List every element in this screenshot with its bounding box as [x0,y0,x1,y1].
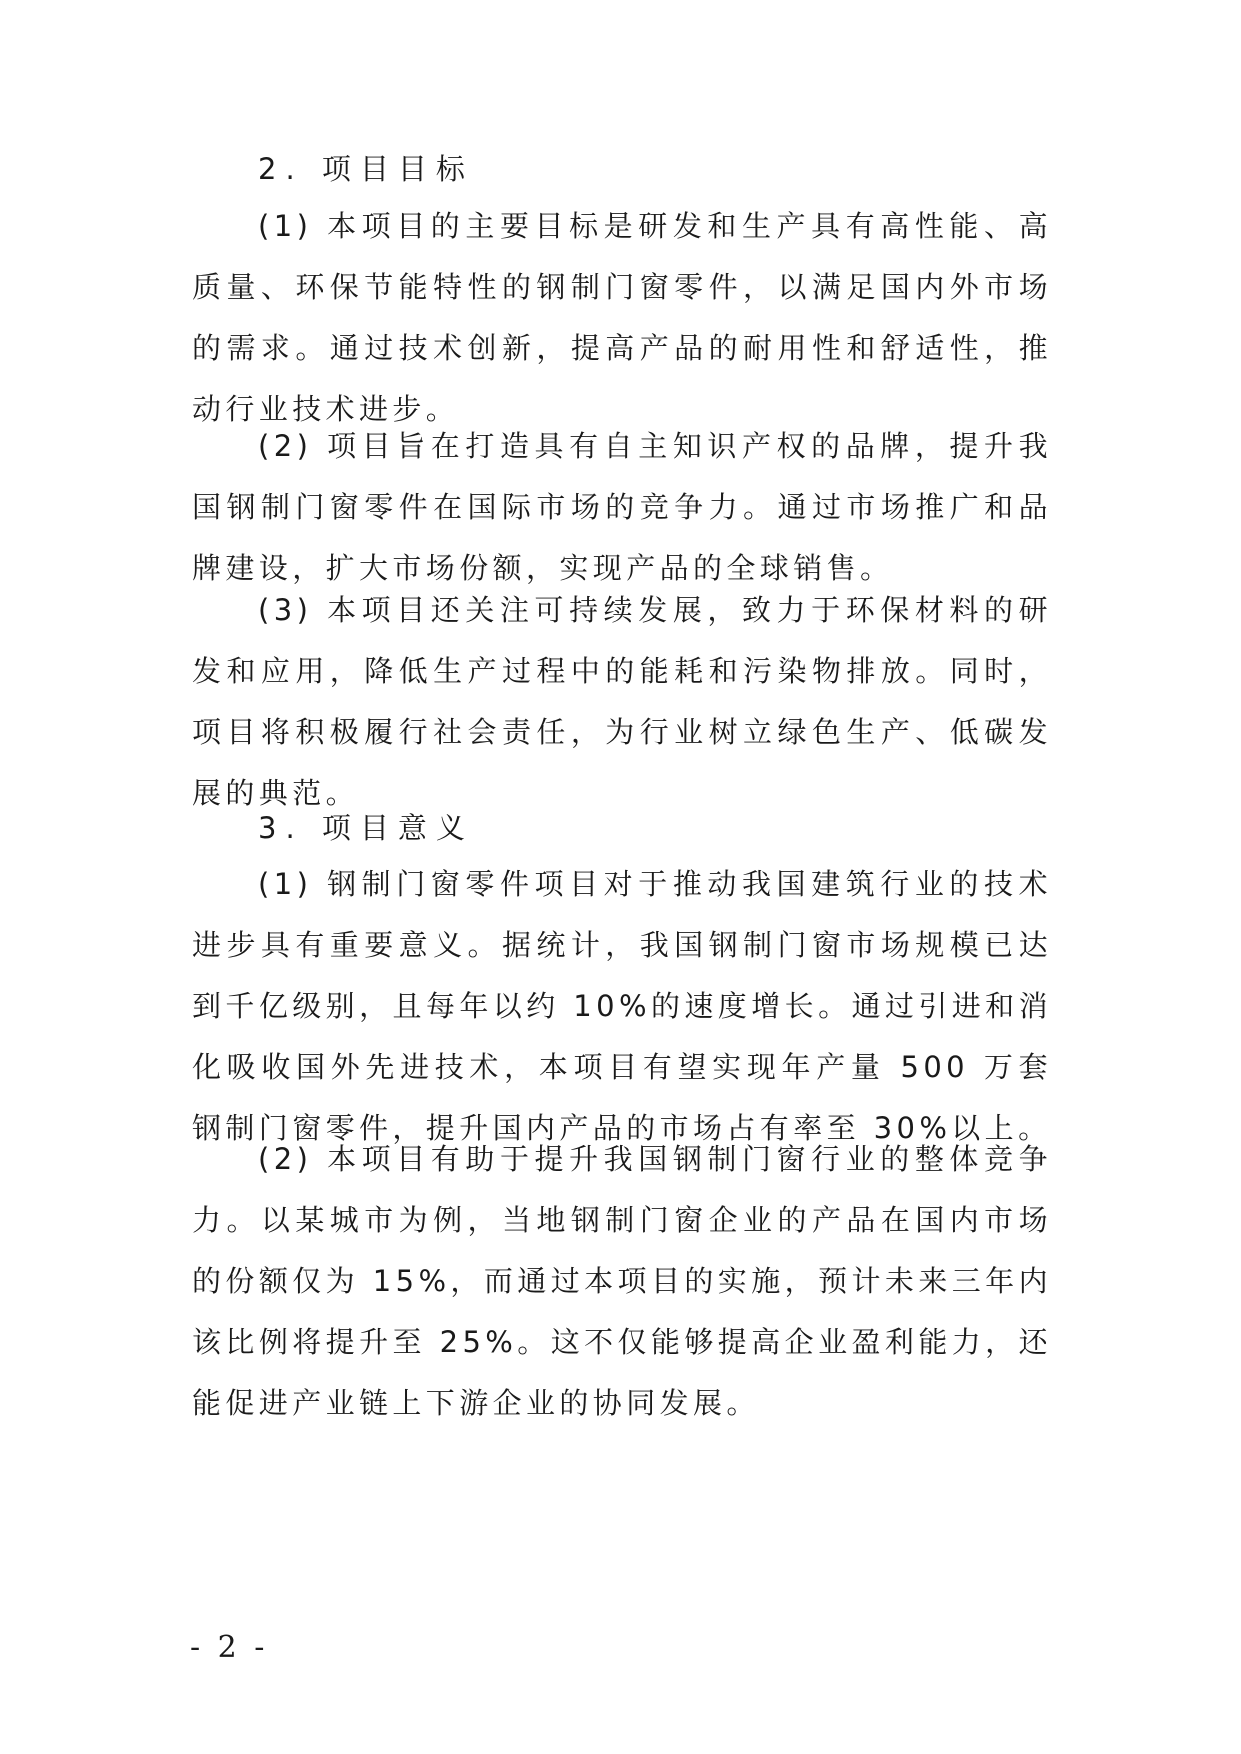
significance-paragraph-1: (1) 钢制门窗零件项目对于推动我国建筑行业的技术进步具有重要意义。据统计，我国钢制门窗市场规模已达到千亿级别，且每年以约 10%的速度增长。通过引进和消化吸收国外先进技术，本项目有望实现年产量 500 万套钢制门窗零件，提升国内产品的市场占有率至 30%以上。 [192,867,1052,1145]
section-heading-significance: 3. 项目意义 [258,811,474,845]
goals-paragraph-3: (3) 本项目还关注可持续发展，致力于环保材料的研发和应用，降低生产过程中的能耗和污染物排放。同时，项目将积极履行社会责任，为行业树立绿色生产、低碳发展的典范。 [192,593,1052,810]
page-number: - 2 - [190,1630,269,1665]
goals-paragraph-1: (1) 本项目的主要目标是研发和生产具有高性能、高质量、环保节能特性的钢制门窗零件，以满足国内外市场的需求。通过技术创新，提高产品的耐用性和舒适性，推动行业技术进步。 [192,209,1052,426]
significance-paragraph-2: (2) 本项目有助于提升我国钢制门窗行业的整体竞争力。以某城市为例，当地钢制门窗企业的产品在国内市场的份额仅为 15%，而通过本项目的实施，预计未来三年内该比例将提升至 25%。这不仅能够提高企业盈利能力，还能促进产业链上下游企业的协同发展。 [192,1142,1052,1420]
section-heading-goals: 2. 项目目标 [258,152,474,186]
goals-paragraph-2: (2) 项目旨在打造具有自主知识产权的品牌，提升我国钢制门窗零件在国际市场的竞争力。通过市场推广和品牌建设，扩大市场份额，实现产品的全球销售。 [192,429,1052,585]
